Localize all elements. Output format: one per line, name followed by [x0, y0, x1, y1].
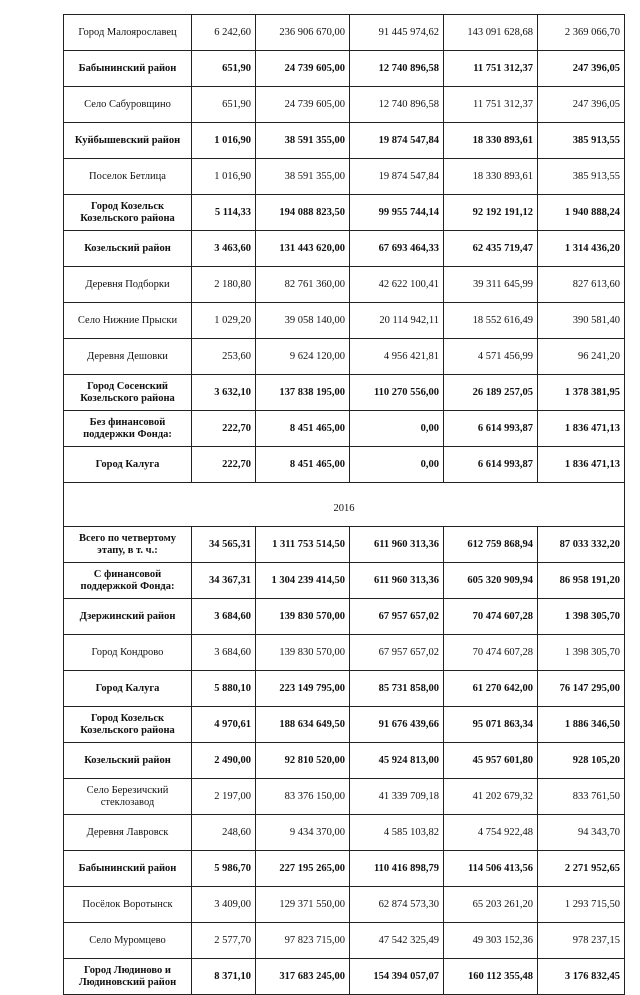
regional-cost-cell: 6 614 993,87	[444, 447, 538, 483]
fund-cost-cell: 4 585 103,82	[350, 815, 444, 851]
local-cost-cell: 247 396,05	[538, 51, 625, 87]
row-name-cell: Дзержинский район	[64, 599, 192, 635]
fund-cost-cell: 45 924 813,00	[350, 743, 444, 779]
fund-cost-cell: 110 270 556,00	[350, 375, 444, 411]
total-cost-cell: 227 195 265,00	[256, 851, 350, 887]
fund-cost-cell: 91 676 439,66	[350, 707, 444, 743]
area-cell: 651,90	[192, 87, 256, 123]
row-name-cell: Козельский район	[64, 743, 192, 779]
area-cell: 222,70	[192, 411, 256, 447]
fund-cost-cell: 62 874 573,30	[350, 887, 444, 923]
fund-cost-cell: 20 114 942,11	[350, 303, 444, 339]
local-cost-cell: 247 396,05	[538, 87, 625, 123]
regional-cost-cell: 70 474 607,28	[444, 635, 538, 671]
fund-cost-cell: 4 956 421,81	[350, 339, 444, 375]
area-cell: 8 371,10	[192, 959, 256, 995]
row-name-cell: Посёлок Воротынск	[64, 887, 192, 923]
row-name-cell: Деревня Лавровск	[64, 815, 192, 851]
local-cost-cell: 1 378 381,95	[538, 375, 625, 411]
row-name-cell: Без финансовой поддержки Фонда:	[64, 411, 192, 447]
regional-cost-cell: 18 552 616,49	[444, 303, 538, 339]
row-name-cell: Город Сосенский Козельского района	[64, 375, 192, 411]
area-cell: 651,90	[192, 51, 256, 87]
fund-cost-cell: 99 955 744,14	[350, 195, 444, 231]
area-cell: 3 684,60	[192, 635, 256, 671]
regional-cost-cell: 11 751 312,37	[444, 87, 538, 123]
total-cost-cell: 223 149 795,00	[256, 671, 350, 707]
total-cost-cell: 83 376 150,00	[256, 779, 350, 815]
total-cost-cell: 24 739 605,00	[256, 51, 350, 87]
table-row	[64, 411, 625, 447]
row-name-cell: Деревня Дешовки	[64, 339, 192, 375]
local-cost-cell: 87 033 332,20	[538, 527, 625, 563]
local-cost-cell: 385 913,55	[538, 159, 625, 195]
local-cost-cell: 1 940 888,24	[538, 195, 625, 231]
row-name-cell: Село Березичский стеклозавод	[64, 779, 192, 815]
local-cost-cell: 76 147 295,00	[538, 671, 625, 707]
regional-cost-cell: 114 506 413,56	[444, 851, 538, 887]
area-cell: 2 490,00	[192, 743, 256, 779]
regional-cost-cell: 6 614 993,87	[444, 411, 538, 447]
area-cell: 253,60	[192, 339, 256, 375]
regional-cost-cell: 4 754 922,48	[444, 815, 538, 851]
local-cost-cell: 1 886 346,50	[538, 707, 625, 743]
fund-cost-cell: 0,00	[350, 447, 444, 483]
fund-cost-cell: 42 622 100,41	[350, 267, 444, 303]
local-cost-cell: 2 369 066,70	[538, 15, 625, 51]
row-name-cell: С финансовой поддержкой Фонда:	[64, 563, 192, 599]
regional-cost-cell: 143 091 628,68	[444, 15, 538, 51]
row-name-cell: Город Калуга	[64, 447, 192, 483]
total-cost-cell: 82 761 360,00	[256, 267, 350, 303]
table-row	[64, 959, 625, 995]
local-cost-cell: 978 237,15	[538, 923, 625, 959]
fund-cost-cell: 12 740 896,58	[350, 87, 444, 123]
area-cell: 5 114,33	[192, 195, 256, 231]
local-cost-cell: 2 271 952,65	[538, 851, 625, 887]
area-cell: 1 016,90	[192, 159, 256, 195]
local-cost-cell: 94 343,70	[538, 815, 625, 851]
area-cell: 3 632,10	[192, 375, 256, 411]
total-cost-cell: 9 624 120,00	[256, 339, 350, 375]
regional-cost-cell: 65 203 261,20	[444, 887, 538, 923]
row-name-cell: Деревня Подборки	[64, 267, 192, 303]
table-row	[64, 743, 625, 779]
area-cell: 3 684,60	[192, 599, 256, 635]
table-row	[64, 15, 625, 51]
regional-cost-cell: 61 270 642,00	[444, 671, 538, 707]
area-cell: 2 180,80	[192, 267, 256, 303]
total-cost-cell: 38 591 355,00	[256, 123, 350, 159]
table-row	[64, 779, 625, 815]
fund-cost-cell: 0,00	[350, 411, 444, 447]
area-cell: 34 367,31	[192, 563, 256, 599]
local-cost-cell: 833 761,50	[538, 779, 625, 815]
fund-cost-cell: 19 874 547,84	[350, 159, 444, 195]
fund-cost-cell: 67 957 657,02	[350, 599, 444, 635]
total-cost-cell: 24 739 605,00	[256, 87, 350, 123]
regional-cost-cell: 18 330 893,61	[444, 159, 538, 195]
local-cost-cell: 1 293 715,50	[538, 887, 625, 923]
table-row	[64, 815, 625, 851]
total-cost-cell: 9 434 370,00	[256, 815, 350, 851]
area-cell: 6 242,60	[192, 15, 256, 51]
table-row	[64, 707, 625, 743]
area-cell: 3 409,00	[192, 887, 256, 923]
regional-cost-cell: 62 435 719,47	[444, 231, 538, 267]
fund-cost-cell: 611 960 313,36	[350, 563, 444, 599]
local-cost-cell: 1 398 305,70	[538, 599, 625, 635]
area-cell: 5 986,70	[192, 851, 256, 887]
row-name-cell: Село Нижние Прыски	[64, 303, 192, 339]
fund-cost-cell: 12 740 896,58	[350, 51, 444, 87]
fund-cost-cell: 611 960 313,36	[350, 527, 444, 563]
regional-cost-cell: 160 112 355,48	[444, 959, 538, 995]
local-cost-cell: 385 913,55	[538, 123, 625, 159]
regional-cost-cell: 92 192 191,12	[444, 195, 538, 231]
local-cost-cell: 1 314 436,20	[538, 231, 625, 267]
table-row	[64, 527, 625, 563]
row-name-cell: Город Козельск Козельского района	[64, 195, 192, 231]
table-row	[64, 635, 625, 671]
table-row	[64, 159, 625, 195]
row-name-cell: Поселок Бетлица	[64, 159, 192, 195]
local-cost-cell: 1 836 471,13	[538, 447, 625, 483]
fund-cost-cell: 85 731 858,00	[350, 671, 444, 707]
year-section-row	[64, 483, 625, 527]
local-cost-cell: 96 241,20	[538, 339, 625, 375]
row-name-cell: Козельский район	[64, 231, 192, 267]
regional-cost-cell: 605 320 909,94	[444, 563, 538, 599]
fund-cost-cell: 154 394 057,07	[350, 959, 444, 995]
table-row	[64, 303, 625, 339]
local-cost-cell: 928 105,20	[538, 743, 625, 779]
table-row	[64, 671, 625, 707]
total-cost-cell: 139 830 570,00	[256, 599, 350, 635]
area-cell: 4 970,61	[192, 707, 256, 743]
area-cell: 34 565,31	[192, 527, 256, 563]
table-row	[64, 339, 625, 375]
local-cost-cell: 390 581,40	[538, 303, 625, 339]
table-row	[64, 375, 625, 411]
regional-cost-cell: 49 303 152,36	[444, 923, 538, 959]
total-cost-cell: 137 838 195,00	[256, 375, 350, 411]
regional-cost-cell: 70 474 607,28	[444, 599, 538, 635]
regional-cost-cell: 39 311 645,99	[444, 267, 538, 303]
total-cost-cell: 1 304 239 414,50	[256, 563, 350, 599]
row-name-cell: Всего по четвертому этапу, в т. ч.:	[64, 527, 192, 563]
total-cost-cell: 236 906 670,00	[256, 15, 350, 51]
row-name-cell: Город Козельск Козельского района	[64, 707, 192, 743]
row-name-cell: Село Муромцево	[64, 923, 192, 959]
fund-cost-cell: 67 957 657,02	[350, 635, 444, 671]
row-name-cell: Куйбышевский район	[64, 123, 192, 159]
area-cell: 5 880,10	[192, 671, 256, 707]
row-name-cell: Город Малоярославец	[64, 15, 192, 51]
total-cost-cell: 1 311 753 514,50	[256, 527, 350, 563]
row-name-cell: Бабынинский район	[64, 851, 192, 887]
total-cost-cell: 317 683 245,00	[256, 959, 350, 995]
fund-cost-cell: 110 416 898,79	[350, 851, 444, 887]
area-cell: 3 463,60	[192, 231, 256, 267]
total-cost-cell: 8 451 465,00	[256, 447, 350, 483]
area-cell: 2 577,70	[192, 923, 256, 959]
table-row	[64, 447, 625, 483]
table-row	[64, 123, 625, 159]
regional-cost-cell: 45 957 601,80	[444, 743, 538, 779]
fund-cost-cell: 47 542 325,49	[350, 923, 444, 959]
total-cost-cell: 39 058 140,00	[256, 303, 350, 339]
fund-cost-cell: 41 339 709,18	[350, 779, 444, 815]
table-row	[64, 851, 625, 887]
year-label: 2016	[333, 502, 355, 514]
year-heading	[64, 483, 625, 527]
regional-cost-cell: 26 189 257,05	[444, 375, 538, 411]
total-cost-cell: 38 591 355,00	[256, 159, 350, 195]
local-cost-cell: 827 613,60	[538, 267, 625, 303]
row-name-cell: Село Сабуровщино	[64, 87, 192, 123]
table-row	[64, 923, 625, 959]
total-cost-cell: 92 810 520,00	[256, 743, 350, 779]
fund-cost-cell: 67 693 464,33	[350, 231, 444, 267]
total-cost-cell: 188 634 649,50	[256, 707, 350, 743]
row-name-cell: Город Кондрово	[64, 635, 192, 671]
local-cost-cell: 86 958 191,20	[538, 563, 625, 599]
area-cell: 248,60	[192, 815, 256, 851]
local-cost-cell: 1 398 305,70	[538, 635, 625, 671]
regional-cost-cell: 4 571 456,99	[444, 339, 538, 375]
table-body	[64, 15, 625, 995]
local-cost-cell: 3 176 832,45	[538, 959, 625, 995]
row-name-cell: Город Людиново и Людиновский район	[64, 959, 192, 995]
area-cell: 2 197,00	[192, 779, 256, 815]
row-name-cell: Бабынинский район	[64, 51, 192, 87]
table-row	[64, 231, 625, 267]
fund-cost-cell: 91 445 974,62	[350, 15, 444, 51]
table-row	[64, 195, 625, 231]
table-row	[64, 87, 625, 123]
table-row	[64, 563, 625, 599]
fund-cost-cell: 19 874 547,84	[350, 123, 444, 159]
local-cost-cell: 1 836 471,13	[538, 411, 625, 447]
total-cost-cell: 131 443 620,00	[256, 231, 350, 267]
table-row	[64, 267, 625, 303]
total-cost-cell: 97 823 715,00	[256, 923, 350, 959]
regional-cost-cell: 95 071 863,34	[444, 707, 538, 743]
area-cell: 222,70	[192, 447, 256, 483]
area-cell: 1 029,20	[192, 303, 256, 339]
total-cost-cell: 139 830 570,00	[256, 635, 350, 671]
regional-cost-cell: 11 751 312,37	[444, 51, 538, 87]
table-row	[64, 599, 625, 635]
regional-cost-cell: 612 759 868,94	[444, 527, 538, 563]
row-name-cell: Город Калуга	[64, 671, 192, 707]
document-page	[63, 14, 624, 995]
area-cell: 1 016,90	[192, 123, 256, 159]
regional-cost-cell: 18 330 893,61	[444, 123, 538, 159]
total-cost-cell: 8 451 465,00	[256, 411, 350, 447]
total-cost-cell: 194 088 823,50	[256, 195, 350, 231]
housing-program-table	[63, 14, 625, 995]
regional-cost-cell: 41 202 679,32	[444, 779, 538, 815]
total-cost-cell: 129 371 550,00	[256, 887, 350, 923]
table-row	[64, 51, 625, 87]
